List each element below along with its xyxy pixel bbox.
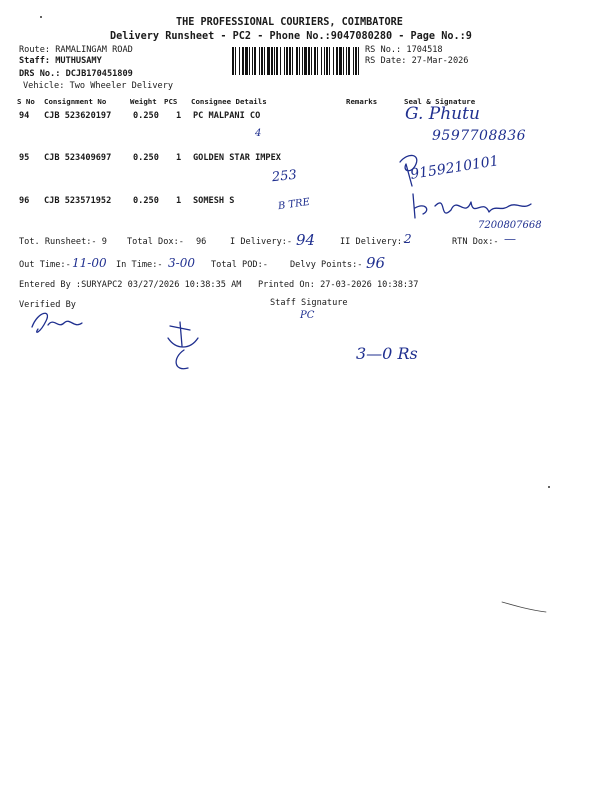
route-label: Route: RAMALINGAM ROAD bbox=[19, 45, 133, 55]
row-weight: 0.250 bbox=[133, 111, 159, 121]
row-consignee: SOMESH S bbox=[193, 196, 235, 206]
out-time-value: 11-00 bbox=[72, 256, 107, 270]
drs-label: DRS No.: DCJB170451809 bbox=[19, 69, 133, 79]
row-pcs: 1 bbox=[176, 153, 182, 163]
rs-date: RS Date: 27-Mar-2026 bbox=[365, 56, 469, 66]
total-dox-label: Total Dox:- bbox=[127, 237, 184, 247]
col-sno: S No bbox=[17, 97, 35, 106]
stray-dot bbox=[548, 486, 550, 488]
company-title: THE PROFESSIONAL COURIERS, COIMBATORE bbox=[176, 17, 403, 28]
rtn-dox-label: RTN Dox:- bbox=[452, 237, 499, 247]
row-consignee: GOLDEN STAR IMPEX bbox=[193, 153, 281, 163]
col-pcs: PCS bbox=[164, 97, 178, 106]
verified-by-label: Verified By bbox=[19, 300, 76, 310]
row-pcs: 1 bbox=[176, 111, 182, 121]
row1-remark: 4 bbox=[255, 128, 262, 139]
total-dox-value: 96 bbox=[196, 237, 207, 247]
delvy-points-label: Delvy Points:- bbox=[290, 260, 363, 270]
ii-delivery-value: 2 bbox=[404, 232, 412, 246]
col-remarks: Remarks bbox=[346, 97, 378, 106]
staff-note: 3—0 Rs bbox=[356, 344, 418, 363]
row2-phone: 9159210101 bbox=[409, 153, 500, 183]
vehicle-label: Vehicle: Two Wheeler Delivery bbox=[23, 81, 174, 91]
row-consignment: CJB 523409697 bbox=[44, 153, 112, 163]
row-consignee: PC MALPANI CO bbox=[193, 111, 261, 121]
row-sno: 94 bbox=[19, 111, 30, 121]
row2-remark: 253 bbox=[271, 167, 298, 186]
staff-signature-initials: PC bbox=[300, 310, 315, 321]
entered-by: Entered By :SURYAPC2 03/27/2026 10:38:35 AM bbox=[19, 280, 242, 290]
in-time-label: In Time:- bbox=[116, 260, 163, 270]
verified-signature bbox=[28, 305, 88, 340]
delvy-points-value: 96 bbox=[366, 254, 386, 272]
row-sno: 95 bbox=[19, 153, 30, 163]
row3-phone: 7200807668 bbox=[478, 220, 542, 231]
stray-mark bbox=[500, 600, 550, 615]
staff-signature-label: Staff Signature bbox=[270, 298, 348, 308]
row1-phone: 9597708836 bbox=[432, 128, 527, 144]
col-seal-signature: Seal & Signature bbox=[404, 97, 476, 106]
i-delivery-value: 94 bbox=[296, 231, 316, 249]
printed-on: Printed On: 27-03-2026 10:38:37 bbox=[258, 280, 419, 290]
row-pcs: 1 bbox=[176, 196, 182, 206]
ii-delivery-label: II Delivery:- bbox=[340, 237, 408, 247]
in-time-value: 3-00 bbox=[168, 256, 195, 270]
checker-signature bbox=[160, 318, 215, 378]
tot-runsheet: Tot. Runsheet:- 9 bbox=[19, 237, 107, 247]
row-sno: 96 bbox=[19, 196, 30, 206]
row-consignment: CJB 523571952 bbox=[44, 196, 112, 206]
rtn-dox-value: — bbox=[504, 232, 516, 246]
col-consignee: Consignee Details bbox=[191, 97, 267, 106]
barcode bbox=[232, 47, 360, 75]
i-delivery-label: I Delivery:- bbox=[230, 237, 293, 247]
row-weight: 0.250 bbox=[133, 196, 159, 206]
out-time-label: Out Time:- bbox=[19, 260, 71, 270]
col-consignment: Consignment No bbox=[44, 97, 107, 106]
row-weight: 0.250 bbox=[133, 153, 159, 163]
row3-remark: B TRE bbox=[277, 196, 311, 213]
rs-number: RS No.: 1704518 bbox=[365, 45, 443, 55]
stray-dot bbox=[40, 16, 42, 18]
row1-signature: G. Phutu bbox=[405, 104, 480, 124]
runsheet-subtitle: Delivery Runsheet - PC2 - Phone No.:9047080280 - Page No.:9 bbox=[110, 31, 472, 42]
col-weight: Weight bbox=[130, 97, 157, 106]
total-pod-label: Total POD:- bbox=[211, 260, 268, 270]
staff-label: Staff: MUTHUSAMY bbox=[19, 56, 102, 66]
row-consignment: CJB 523620197 bbox=[44, 111, 112, 121]
